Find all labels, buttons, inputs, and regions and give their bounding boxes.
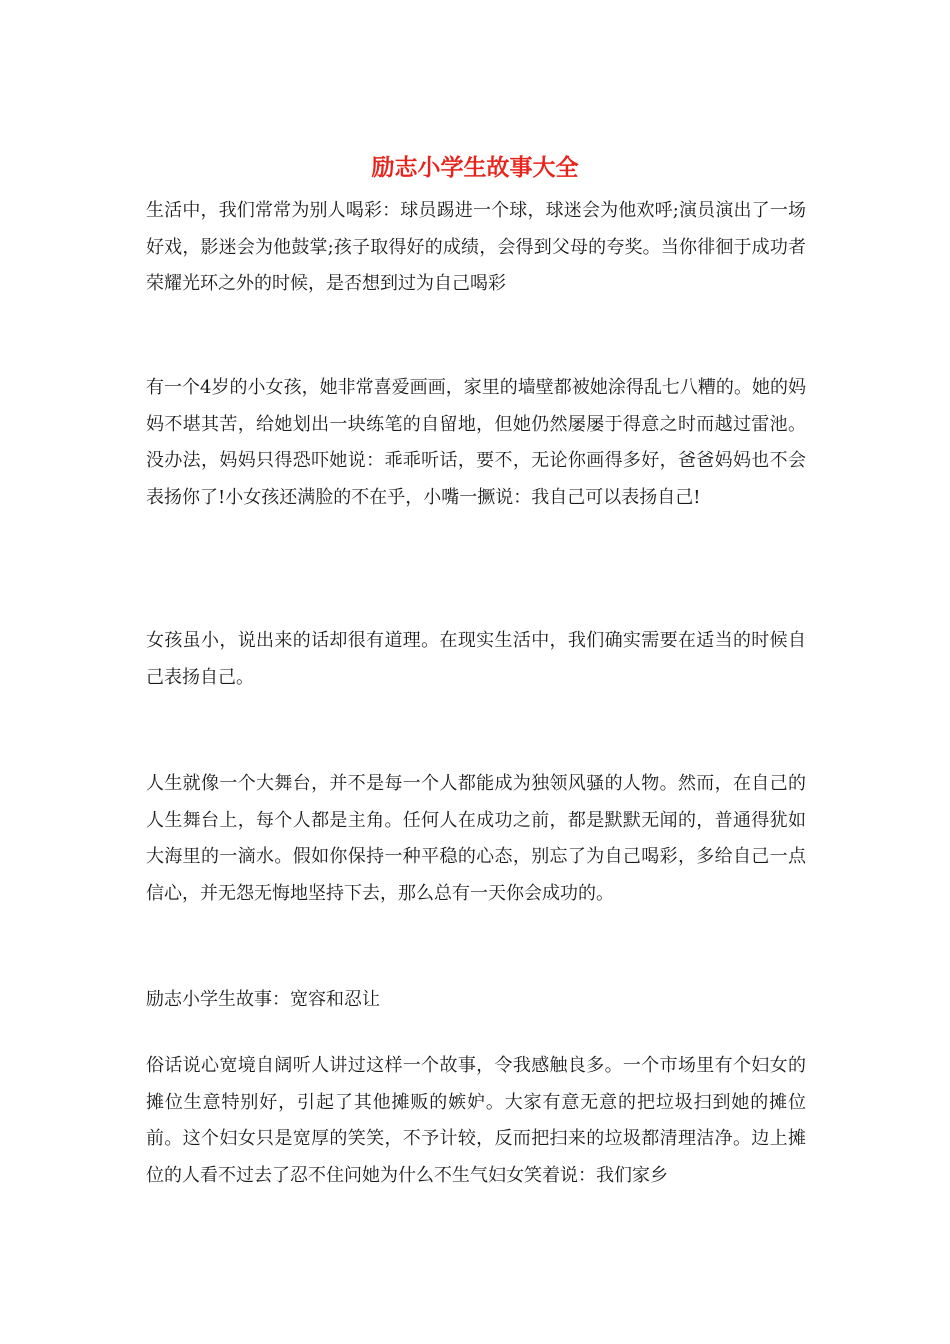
section-heading-tolerance: 励志小学生故事：宽容和忍让	[146, 989, 380, 1010]
paragraph-little-girl-story: 有一个4岁的小女孩，她非常喜爱画画，家里的墙壁都被她涂得乱七八糟的。她的妈妈不堪其苦，给她划出一块练笔的自留地，但她仍然屡屡于得意之时而越过雷池。没办法，妈妈只得恐吓她说：乖乖听话，要不，无论你画得多好，爸爸妈妈也不会表扬你了!小女孩还满脸的不在乎，小嘴一撅说：我自己可以表扬自己!	[146, 377, 806, 508]
paragraph-market-story: 俗话说心宽境自阔听人讲过这样一个故事，令我感触良多。一个市场里有个妇女的摊位生意特别好，引起了其他摊贩的嫉妒。大家有意无意的把垃圾扫到她的摊位前。这个妇女只是宽厚的笑笑，不予计较，反而把扫来的垃圾都清理洁净。边上摊位的人看不过去了忍不住问她为什么不生气妇女笑着说：我们家乡	[146, 1055, 806, 1186]
document-title: 励志小学生故事大全	[371, 154, 579, 181]
paragraph-life-stage: 人生就像一个大舞台，并不是每一个人都能成为独领风骚的人物。然而，在自己的人生舞台上，每个人都是主角。任何人在成功之前，都是默默无闻的，普通得犹如大海里的一滴水。假如你保持一种平稳的心态，别忘了为自己喝彩，多给自己一点信心，并无怨无悔地坚持下去，那么总有一天你会成功的。	[146, 773, 806, 904]
paragraph-girl-wisdom: 女孩虽小，说出来的话却很有道理。在现实生活中，我们确实需要在适当的时候自己表扬自己。	[146, 630, 806, 688]
paragraph-intro: 生活中，我们常常为别人喝彩：球员踢进一个球，球迷会为他欢呼;演员演出了一场好戏，影迷会为他鼓掌;孩子取得好的成绩，会得到父母的夸奖。当你徘徊于成功者荣耀光环之外的时候，是否想到过为自己喝彩	[146, 200, 806, 294]
